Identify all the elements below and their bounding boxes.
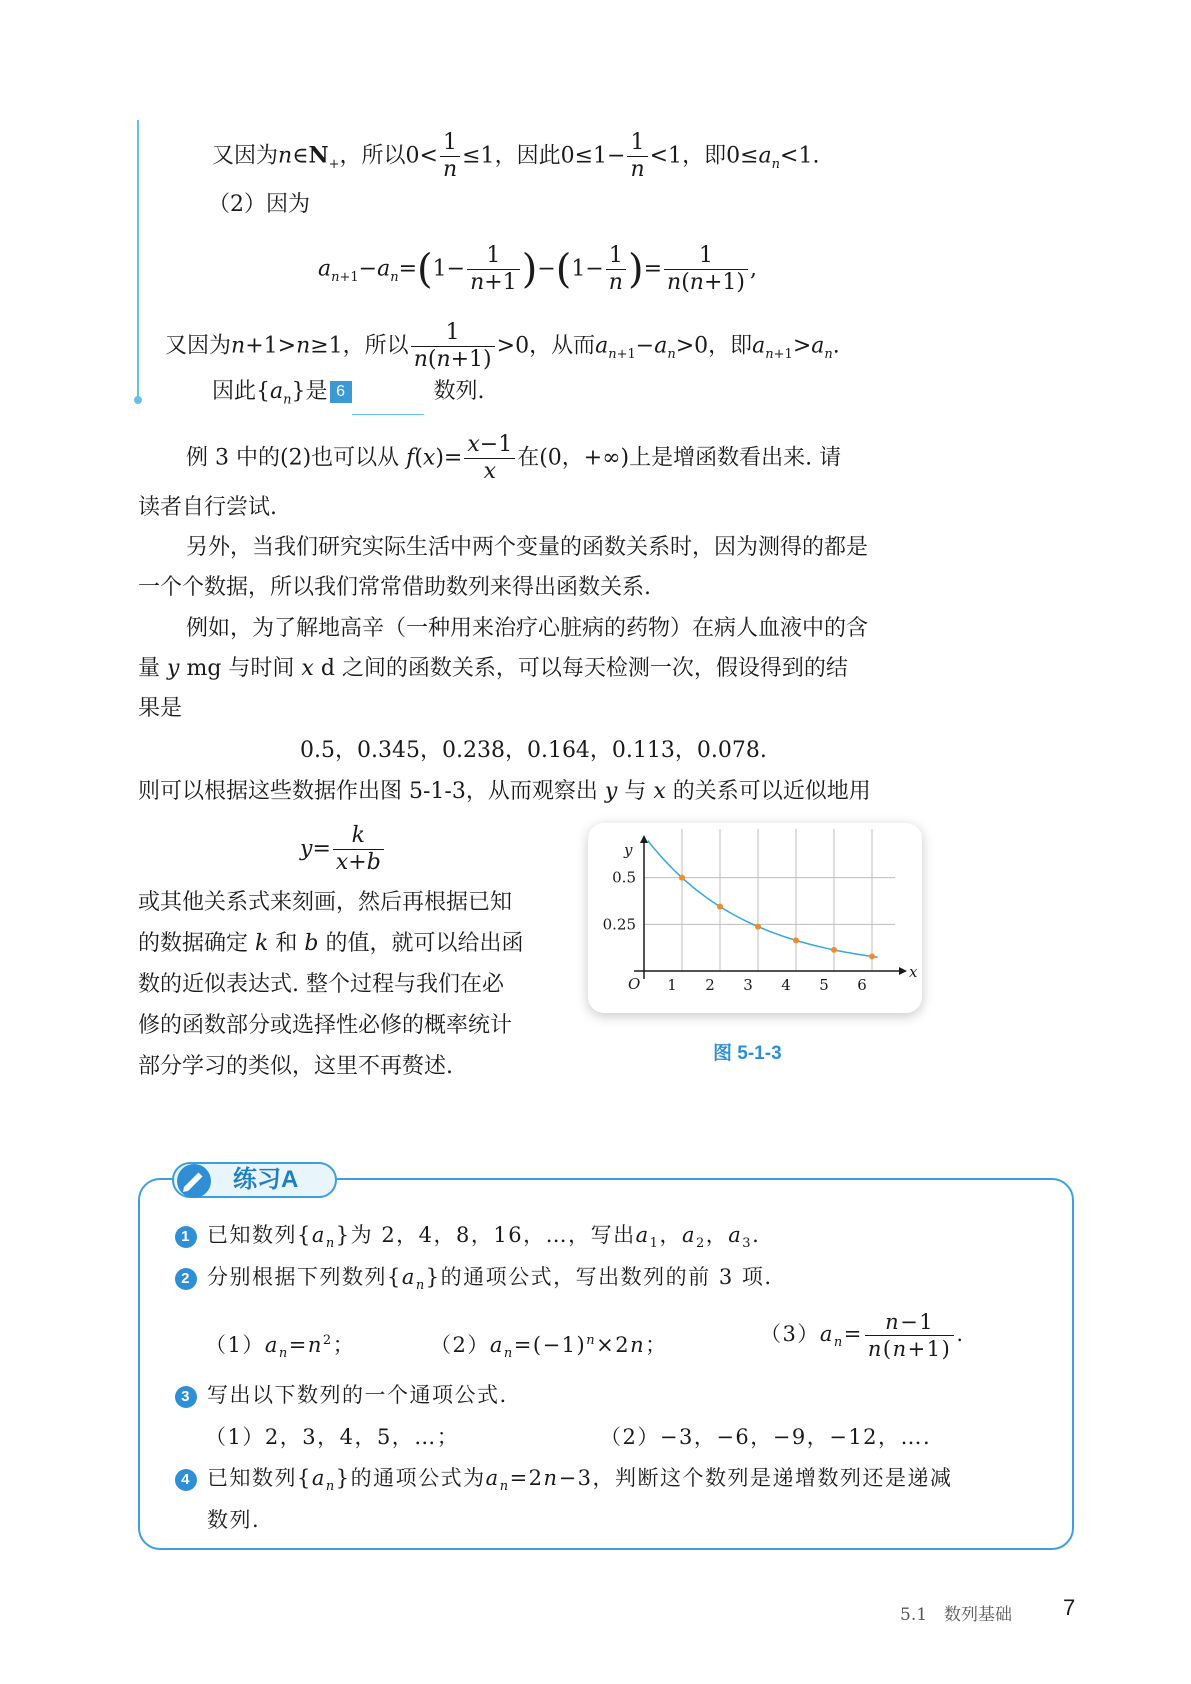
figure-caption: 图 5-1-3 bbox=[713, 1043, 782, 1064]
data-point bbox=[793, 937, 799, 943]
paragraph-3-line-1: 例如，为了解地高辛（一种用来治疗心脏病的药物）在病人血液中的含 bbox=[186, 616, 869, 641]
left-text-line-5: 部分学习的类似，这里不再赘述. bbox=[138, 1054, 453, 1079]
left-text-line-4: 修的函数部分或选择性必修的概率统计 bbox=[138, 1013, 513, 1038]
margin-bar-end bbox=[134, 396, 142, 404]
pencil-icon bbox=[174, 1162, 214, 1200]
difference-equation: $a_{n+1}-a_n=(1-$ $\frac{1}{n+1}$ )−(1− $\frac{1}{n}$ )= $\frac{1}{n(n+1)}$ , bbox=[318, 243, 757, 295]
proof-line-3: 又因为n+1>n≥1，所以 $\frac{1}{n(n+1)}$ >0，从而$a_{n+1}-a_n>0$，即$a_{n+1}>a_n$. bbox=[165, 320, 840, 372]
left-text-line-1: 或其他关系式来刻画，然后再根据已知 bbox=[138, 890, 513, 915]
proof-conclusion: 因此$\{a_n\}$是 6 数列. bbox=[212, 377, 485, 415]
footer-section: 5.1 数列基础 bbox=[900, 1605, 1013, 1625]
question-number: 3 bbox=[175, 1386, 197, 1408]
exercise-question-3-part-1: （1）2，3，4，5，…； bbox=[205, 1425, 460, 1449]
y-axis-arrow bbox=[640, 835, 648, 843]
exercise-question-1: 1 已知数列$\{a_n\}$为 2，4，8，16，…，写出$a_1$，$a_2$，$a_3$. bbox=[175, 1220, 760, 1259]
left-text-line-3: 数的近似表达式. 整个过程与我们在必 bbox=[138, 972, 504, 997]
x-tick-label: 5 bbox=[819, 976, 829, 994]
scatter-chart bbox=[588, 823, 922, 1013]
exercise-question-2-part-1: $(1)a_n=n^2$； bbox=[205, 1333, 356, 1362]
data-point bbox=[679, 875, 685, 881]
question-number: 1 bbox=[175, 1226, 197, 1248]
fill-in-blank[interactable] bbox=[352, 414, 424, 415]
proof-line-1: 又因为$n\in N_+$，所以0< $\frac{1}{n}$ ≤1，因此0≤1− $\frac{1}{n}$ <1，即$0\le a_n<1$. bbox=[212, 130, 820, 182]
x-tick-label: 1 bbox=[667, 976, 677, 994]
paragraph-increasing-function: 例 3 中的(2)也可以从 f(x)= $\frac{x-1}{x}$ 在(0，+∞)上是增函数看出来. 请 bbox=[186, 432, 842, 484]
left-text-line-2: 的数据确定 k 和 b 的值，就可以给出函 bbox=[138, 931, 524, 956]
data-point bbox=[869, 953, 875, 959]
exercise-question-4-continued: 数列. bbox=[207, 1508, 261, 1532]
figure-card bbox=[588, 823, 922, 1013]
data-point bbox=[831, 947, 837, 953]
model-formula: y= $\frac{k}{x+b}$ bbox=[300, 823, 386, 876]
exercise-question-2-part-2: $(2)a_n=(-1)^n\times 2n$； bbox=[430, 1333, 668, 1362]
x-tick-label: 2 bbox=[705, 976, 715, 994]
y-tick-label: 0.5 bbox=[612, 868, 636, 887]
y-axis-label: y bbox=[624, 841, 633, 859]
fill-in-blank-number: 6 bbox=[330, 381, 352, 403]
paragraph-2-line-2: 一个个数据，所以我们常常借助数列来得出函数关系. bbox=[138, 575, 651, 600]
x-tick-label: 6 bbox=[857, 976, 867, 994]
x-axis-arrow bbox=[899, 967, 907, 975]
exercise-question-3-part-2: （2）−3，−6，−9，−12，…. bbox=[600, 1425, 932, 1449]
exercise-title: 练习A bbox=[233, 1166, 299, 1193]
exercise-question-3: 3 写出以下数列的一个通项公式. bbox=[175, 1380, 508, 1410]
page-number: 7 bbox=[1063, 1595, 1076, 1620]
exercise-question-2: 2 分别根据下列数列$\{a_n\}$的通项公式，写出数列的前 3 项. bbox=[175, 1262, 773, 1301]
exercise-question-4: 4 已知数列$\{a_n\}$的通项公式为$a_n=2n-3$，判断这个数列是递增数列还是递减 bbox=[175, 1463, 953, 1502]
paragraph-3-line-3: 果是 bbox=[138, 696, 183, 721]
part-2-label: （2）因为 bbox=[208, 192, 310, 217]
paragraph-try-text: 读者自行尝试. bbox=[138, 495, 277, 520]
paragraph-2-line-1: 另外，当我们研究实际生活中两个变量的函数关系时，因为测得的都是 bbox=[186, 535, 869, 560]
question-number: 2 bbox=[175, 1268, 197, 1290]
x-axis-label: x bbox=[909, 963, 918, 981]
question-number: 4 bbox=[175, 1469, 197, 1491]
origin-label: O bbox=[628, 975, 641, 993]
data-point bbox=[755, 924, 761, 930]
data-point bbox=[717, 904, 723, 910]
data-values: 0.5，0.345，0.238，0.164，0.113，0.078. bbox=[300, 738, 767, 763]
paragraph-3-line-2: 量 y mg 与时间 x d 之间的函数关系，可以每天检测一次，假设得到的结 bbox=[138, 656, 848, 681]
exercise-question-2-part-3: $(3)a_n=$ $\frac{n-1}{n(n+1)}$ . bbox=[760, 1310, 965, 1361]
x-tick-label: 4 bbox=[781, 976, 791, 994]
paragraph-4: 则可以根据这些数据作出图 5-1-3，从而观察出 y 与 x 的关系可以近似地用 bbox=[138, 779, 871, 804]
margin-bar bbox=[137, 120, 139, 398]
x-tick-label: 3 bbox=[743, 976, 753, 994]
y-tick-label: 0.25 bbox=[602, 915, 636, 934]
